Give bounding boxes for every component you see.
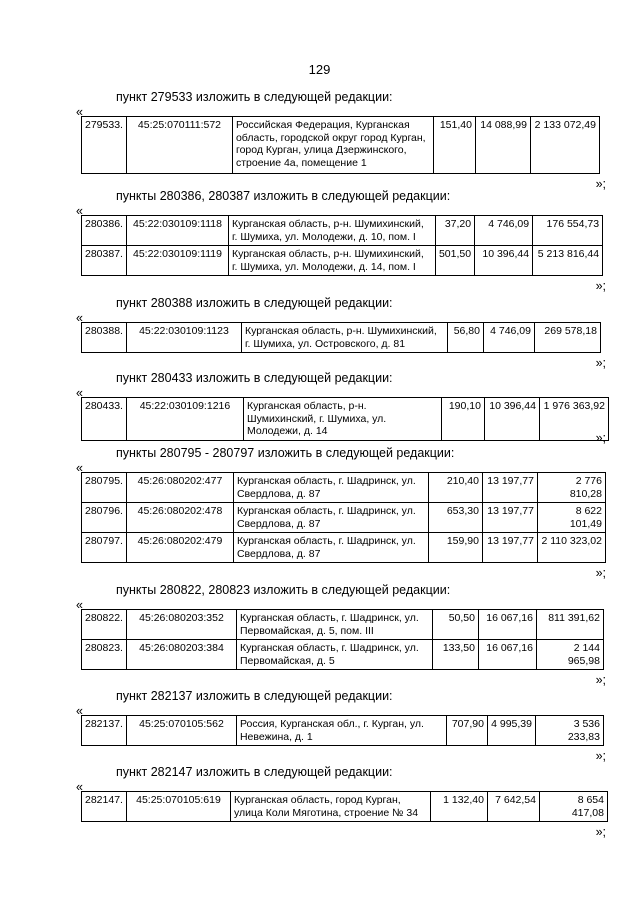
- property-table: [81, 609, 604, 670]
- amendment-heading: пункт 279533 изложить в следующей редакции:: [116, 90, 393, 104]
- property-table: [81, 715, 604, 746]
- area-cell: 151,40: [433, 117, 475, 174]
- table-row: [82, 640, 604, 670]
- amendment-heading: пункт 280433 изложить в следующей редакции:: [116, 371, 393, 385]
- cadastral-number-cell: 45:22:030109:1119: [126, 246, 228, 276]
- amendment-heading: пункты 280822, 280823 изложить в следующей редакции:: [116, 583, 451, 597]
- cadastral-number-cell: 45:26:080203:352: [126, 610, 236, 640]
- total-value-cell: 8 654 417,08: [539, 792, 607, 822]
- area-cell: 1 132,40: [430, 792, 487, 822]
- table-row: [82, 216, 603, 246]
- item-number-cell: 280823.: [82, 640, 127, 670]
- cadastral-number-cell: 45:25:070105:619: [126, 792, 230, 822]
- total-value-cell: 2 110 323,02: [537, 533, 605, 563]
- area-cell: 37,20: [435, 216, 474, 246]
- total-value-cell: 5 213 816,44: [533, 246, 603, 276]
- close-quote: »;: [595, 566, 606, 580]
- item-number-cell: 280433.: [82, 398, 127, 441]
- table-row: [82, 792, 608, 822]
- unit-price-cell: 16 067,16: [478, 610, 536, 640]
- table-row: [82, 533, 606, 563]
- area-cell: 501,50: [435, 246, 474, 276]
- unit-price-cell: 14 088,99: [475, 117, 530, 174]
- area-cell: 707,90: [446, 716, 487, 746]
- table-row: [82, 246, 603, 276]
- item-number-cell: 279533.: [82, 117, 127, 174]
- page-number: 129: [308, 62, 331, 77]
- table-row: [82, 716, 604, 746]
- table-row: [82, 473, 606, 503]
- close-quote: »;: [595, 825, 606, 839]
- address-cell: Курганская область, г. Шадринск, ул. Первомайская, д. 5, пом. III: [236, 610, 432, 640]
- address-cell: Курганская область, р-н. Шумихинский, г. Шумиха, ул. Молодежи, д. 10, пом. I: [228, 216, 435, 246]
- table-row: [82, 117, 600, 174]
- close-quote: »;: [595, 431, 606, 445]
- close-quote: »;: [595, 177, 606, 191]
- total-value-cell: 811 391,62: [536, 610, 603, 640]
- address-cell: Курганская область, г. Шадринск, ул. Свердлова, д. 87: [233, 533, 428, 563]
- total-value-cell: 176 554,73: [533, 216, 603, 246]
- total-value-cell: 2 133 072,49: [530, 117, 599, 174]
- area-cell: 50,50: [432, 610, 478, 640]
- address-cell: Курганская область, г. Шадринск, ул. Свердлова, д. 87: [233, 473, 428, 503]
- unit-price-cell: 10 396,44: [475, 246, 533, 276]
- property-table: [81, 397, 609, 441]
- item-number-cell: 280797.: [82, 533, 127, 563]
- cadastral-number-cell: 45:22:030109:1118: [126, 216, 228, 246]
- close-quote: »;: [595, 749, 606, 763]
- total-value-cell: 2 144 965,98: [536, 640, 603, 670]
- close-quote: »;: [595, 279, 606, 293]
- property-table: [81, 215, 603, 276]
- area-cell: 190,10: [441, 398, 484, 441]
- unit-price-cell: 10 396,44: [484, 398, 539, 441]
- unit-price-cell: 13 197,77: [482, 533, 537, 563]
- table-row: [82, 398, 609, 441]
- item-number-cell: 280795.: [82, 473, 127, 503]
- total-value-cell: 269 578,18: [534, 323, 600, 353]
- unit-price-cell: 4 995,39: [487, 716, 535, 746]
- unit-price-cell: 7 642,54: [487, 792, 539, 822]
- cadastral-number-cell: 45:25:070105:562: [126, 716, 236, 746]
- address-cell: Курганская область, р-н. Шумихинский, г. Шумиха, ул. Молодежи, д. 14: [243, 398, 441, 441]
- area-cell: 133,50: [432, 640, 478, 670]
- item-number-cell: 280796.: [82, 503, 127, 533]
- amendment-heading: пункты 280386, 280387 изложить в следующей редакции:: [116, 189, 451, 203]
- cadastral-number-cell: 45:26:080203:384: [126, 640, 236, 670]
- address-cell: Курганская область, г. Шадринск, ул. Свердлова, д. 87: [233, 503, 428, 533]
- unit-price-cell: 13 197,77: [482, 503, 537, 533]
- address-cell: Курганская область, г. Шадринск, ул. Первомайская, д. 5: [236, 640, 432, 670]
- area-cell: 159,90: [428, 533, 482, 563]
- item-number-cell: 280388.: [82, 323, 127, 353]
- item-number-cell: 280387.: [82, 246, 127, 276]
- cadastral-number-cell: 45:22:030109:1123: [126, 323, 241, 353]
- cadastral-number-cell: 45:26:080202:478: [126, 503, 233, 533]
- amendment-heading: пункты 280795 - 280797 изложить в следующей редакции:: [116, 446, 455, 460]
- total-value-cell: 3 536 233,83: [535, 716, 603, 746]
- open-quote: «: [76, 204, 83, 218]
- area-cell: 210,40: [428, 473, 482, 503]
- area-cell: 56,80: [447, 323, 483, 353]
- open-quote: «: [76, 105, 83, 119]
- unit-price-cell: 4 746,09: [483, 323, 534, 353]
- property-table: [81, 791, 608, 822]
- cadastral-number-cell: 45:26:080202:477: [126, 473, 233, 503]
- property-table: [81, 472, 606, 563]
- open-quote: «: [76, 386, 83, 400]
- unit-price-cell: 13 197,77: [482, 473, 537, 503]
- address-cell: Россия, Курганская обл., г. Курган, ул. Невежина, д. 1: [236, 716, 446, 746]
- item-number-cell: 282137.: [82, 716, 127, 746]
- property-table: [81, 116, 600, 174]
- open-quote: «: [76, 780, 83, 794]
- property-table: [81, 322, 601, 353]
- open-quote: «: [76, 461, 83, 475]
- table-row: [82, 323, 601, 353]
- open-quote: «: [76, 704, 83, 718]
- amendment-heading: пункт 280388 изложить в следующей редакции:: [116, 296, 393, 310]
- unit-price-cell: 4 746,09: [475, 216, 533, 246]
- total-value-cell: 1 976 363,92: [539, 398, 608, 441]
- table-row: [82, 503, 606, 533]
- address-cell: Курганская область, город Курган, улица Коли Мяготина, строение № 34: [230, 792, 430, 822]
- total-value-cell: 2 776 810,28: [537, 473, 605, 503]
- close-quote: »;: [595, 673, 606, 687]
- item-number-cell: 280822.: [82, 610, 127, 640]
- cadastral-number-cell: 45:25:070111:572: [126, 117, 232, 174]
- cadastral-number-cell: 45:26:080202:479: [126, 533, 233, 563]
- address-cell: Российская Федерация, Курганская область, городской округ город Курган, город Курган, улица Дзержинского, строение 4а, помещение 1: [232, 117, 433, 174]
- address-cell: Курганская область, р-н. Шумихинский, г. Шумиха, ул. Островского, д. 81: [241, 323, 447, 353]
- address-cell: Курганская область, р-н. Шумихинский, г. Шумиха, ул. Молодежи, д. 14, пом. I: [228, 246, 435, 276]
- table-row: [82, 610, 604, 640]
- item-number-cell: 282147.: [82, 792, 127, 822]
- area-cell: 653,30: [428, 503, 482, 533]
- total-value-cell: 8 622 101,49: [537, 503, 605, 533]
- item-number-cell: 280386.: [82, 216, 127, 246]
- open-quote: «: [76, 598, 83, 612]
- cadastral-number-cell: 45:22:030109:1216: [126, 398, 243, 441]
- close-quote: »;: [595, 356, 606, 370]
- amendment-heading: пункт 282137 изложить в следующей редакции:: [116, 689, 393, 703]
- amendment-heading: пункт 282147 изложить в следующей редакции:: [116, 765, 393, 779]
- unit-price-cell: 16 067,16: [478, 640, 536, 670]
- open-quote: «: [76, 311, 83, 325]
